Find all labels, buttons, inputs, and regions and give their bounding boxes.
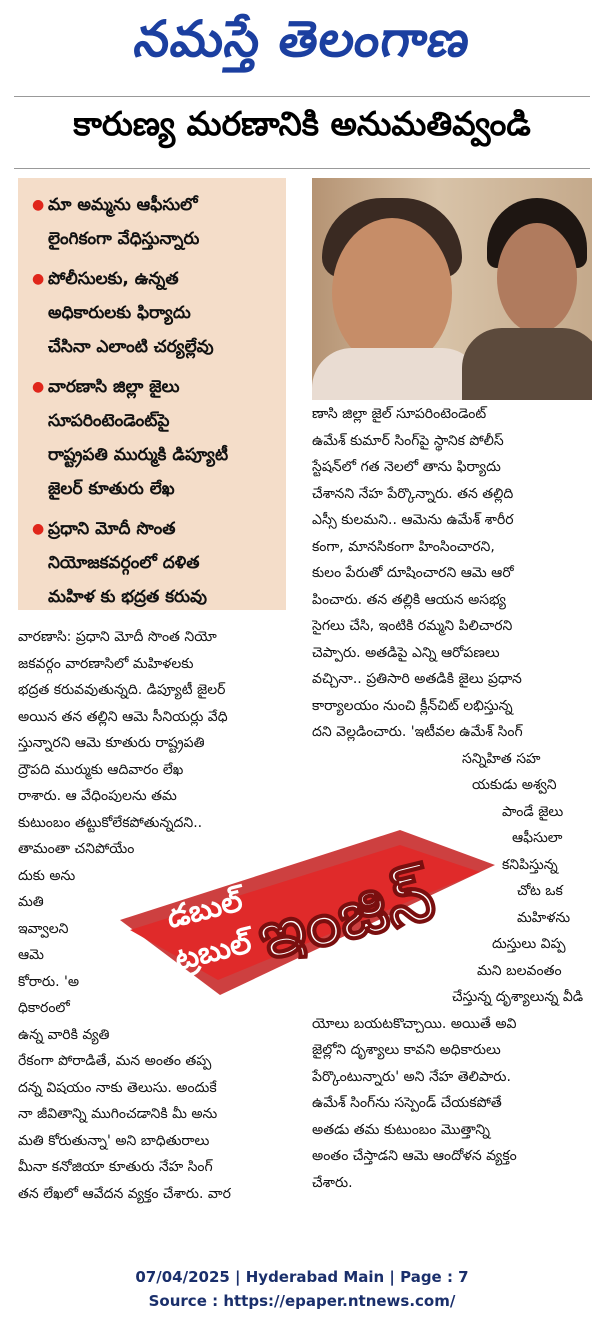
article-line: దుకు అను: [18, 867, 76, 884]
divider: [14, 96, 590, 97]
article-line: అయిన తన తల్లిని ఆమె సీనియర్లు వేధి: [18, 708, 228, 725]
article-line: స్టేషన్‌లో గత నెలలో తాను ఫిర్యాదు: [312, 459, 501, 475]
highlight-item: [32, 262, 280, 364]
highlight-line: సూపరింటెండెంట్‌పై: [48, 411, 170, 431]
article-line: చోట ఒక: [517, 883, 563, 899]
bullet-icon: ●: [32, 271, 45, 287]
highlights-box: [18, 178, 286, 610]
headline: కారుణ్య మరణానికి అనుమతివ్వండి: [73, 104, 531, 143]
article-line: చేశానని నేహ పేర్కొన్నారు. తన తల్లిది: [312, 485, 514, 502]
highlight-line: మహిళ కు భద్రత కరువు: [48, 587, 207, 607]
article-line: దన్న విషయం నాకు తెలుసు. అందుకే: [18, 1079, 217, 1096]
article-line: కంగా, మానసికంగా హింసించారని,: [312, 538, 495, 555]
article-line: ద్రౌపది ముర్ముకు ఆదివారం లేఖ: [18, 761, 184, 778]
divider: [14, 168, 590, 169]
article-line: ధికారంలో: [18, 1000, 70, 1016]
article-column-right: [312, 401, 594, 1196]
double-engine-graphic: [100, 810, 510, 1010]
highlight-line: ప్రధాని మోదీ సొంత: [48, 519, 176, 539]
article-line: జకవర్గం వారణాసిలో మహిళలకు: [18, 655, 194, 672]
article-line: జైల్లోని దృశ్యాలు కావని అధికారులు: [312, 1042, 501, 1058]
article-line: వారణాసి: ప్రధాని మోదీ సొంత నియో: [18, 629, 217, 645]
highlight-line: చేసినా ఎలాంటి చర్యల్లేవు: [48, 337, 214, 357]
highlight-line: నియోజకవర్గంలో దళిత: [48, 553, 200, 573]
highlight-line: పోలీసులకు, ఉన్నత: [48, 269, 179, 289]
badge-big-text: ఇంజిన్: [250, 856, 443, 977]
bullet-icon: ●: [32, 521, 45, 537]
masthead-title: నమస్తే తెలంగాణ: [131, 9, 475, 68]
highlight-text: [48, 370, 228, 506]
article-line: సైగలు చేసి, ఇంటికి రమ్మని పిలిచారని: [312, 618, 513, 634]
article-line: అతడు తమ కుటుంబం మొత్తాన్ని: [312, 1121, 490, 1138]
highlight-line: రాష్ట్రపతి ముర్ముకి డిప్యూటీ: [48, 445, 229, 465]
article-line: రాశారు. ఆ వేధింపులను తమ: [18, 788, 177, 804]
article-line: చేస్తున్న దృశ్యాలున్న వీడి: [452, 989, 584, 1005]
article-line: తన లేఖలో ఆవేదన వ్యక్తం చేశారు. వార: [18, 1185, 231, 1202]
article-line: ఆఫీసులా: [512, 830, 563, 846]
footer-source-line: Source : https://epaper.ntnews.com/: [148, 1292, 456, 1310]
article-line: మతి కోరుతున్నా' అని బాధితురాలు: [18, 1132, 210, 1149]
article-line: ణాసి జిల్లా జైల్ సూపరింటెండెంట్: [312, 406, 487, 422]
highlight-text: [48, 512, 207, 614]
article-line: కనిపిస్తున్న: [502, 856, 558, 873]
article-line: పాండే జైలు: [502, 803, 564, 820]
article-line: మతి: [18, 894, 44, 910]
article-line: దని వెల్లడించారు. 'ఇటీవల ఉమేశ్ సింగ్: [312, 724, 523, 740]
article-line: ఉమేశ్ కుమార్ సింగ్‌పై స్థానిక పోలీస్: [312, 432, 504, 449]
highlight-line: జైలర్ కూతురు లేఖ: [48, 479, 175, 499]
article-line: ఎస్సీ కులమని.. ఆమెను ఉమేశ్ శారీర: [312, 512, 514, 528]
article-line: కులం పేరుతో దూషించారని ఆమె ఆరో: [312, 565, 514, 581]
article-line: సన్నిహిత సహ: [462, 750, 541, 767]
article-line: కుటుంబం తట్టుకోలేకపోతున్నదని..: [18, 814, 203, 831]
article-line: యకుడు అశ్వని: [472, 777, 557, 793]
article-line: ఉమేశ్ సింగ్‌ను సస్పెండ్ చేయకపోతే: [312, 1095, 502, 1111]
article-line: యోలు బయటకొచ్చాయి. అయితే అవి: [312, 1015, 517, 1032]
highlight-text: [48, 262, 214, 364]
article-line: కోరారు. 'అ: [18, 973, 80, 990]
bullet-icon: ●: [32, 197, 45, 213]
highlight-line: అధికారులకు ఫిర్యాదు: [48, 303, 191, 323]
highlight-item: [32, 370, 280, 506]
article-line: భద్రత కరువవుతున్నది. డిప్యూటీ జైలర్: [18, 682, 226, 698]
badge-small-top: డబుల్: [163, 883, 247, 936]
article-line: ఆమె: [18, 947, 44, 963]
article-line: పించారు. తన తల్లికి ఆయన అసభ్య: [312, 591, 506, 608]
highlight-line: లైంగికంగా వేధిస్తున్నారు: [48, 229, 200, 249]
bullet-icon: ●: [32, 379, 45, 395]
article-line: కార్యాలయం నుంచి క్లీన్‌చిట్ లభిస్తున్న: [312, 697, 513, 714]
article-line: మని బలవంతం: [477, 962, 562, 979]
article-line: మహిళను: [517, 909, 571, 926]
article-line: తామంతా చనిపోయేం: [18, 841, 135, 857]
badge-small-bottom: ట్రబుల్: [171, 925, 255, 978]
article-line: మీనా కనోజియా కూతురు నేహ సింగ్: [18, 1159, 213, 1175]
highlight-item: [32, 188, 280, 256]
article-line: వచ్చినా.. ప్రతిసారి అతడికి జైలు ప్రధాన: [312, 671, 522, 687]
article-line: చెప్పారు. అతడిపై ఎన్ని ఆరోపణలు: [312, 644, 500, 661]
article-line: దుస్తులు విప్ప: [492, 936, 566, 952]
article-line: చేశారు.: [312, 1174, 353, 1191]
highlight-text: [48, 188, 199, 256]
news-photo: [312, 178, 592, 400]
article-line: నా జీవితాన్ని ముగించడానికి మీ అను: [18, 1106, 218, 1122]
article-line: పేర్కొంటున్నారు' అని నేహ తెలిపారు.: [312, 1068, 511, 1085]
article-line: స్తున్నారని ఆమె కూతురు రాష్ట్రపతి: [18, 735, 205, 751]
highlight-line: వారణాసి జిల్లా జైలు: [48, 377, 180, 397]
masthead: [0, 0, 604, 90]
article-line: రేకంగా పోరాడితే, మన అంతం తప్ప: [18, 1053, 212, 1069]
article-line: ఉన్న వారికి వ్యతి: [18, 1026, 110, 1043]
article-line: ఇవ్వాలని: [18, 920, 69, 937]
highlight-line: మా అమ్మను ఆఫీసులో: [48, 195, 198, 215]
highlight-item: [32, 512, 280, 614]
article-line: అంతం చేస్తాడని ఆమె ఆందోళన వ్యక్తం: [312, 1148, 517, 1164]
footer-date-line: 07/04/2025 | Hyderabad Main | Page : 7: [135, 1268, 469, 1286]
